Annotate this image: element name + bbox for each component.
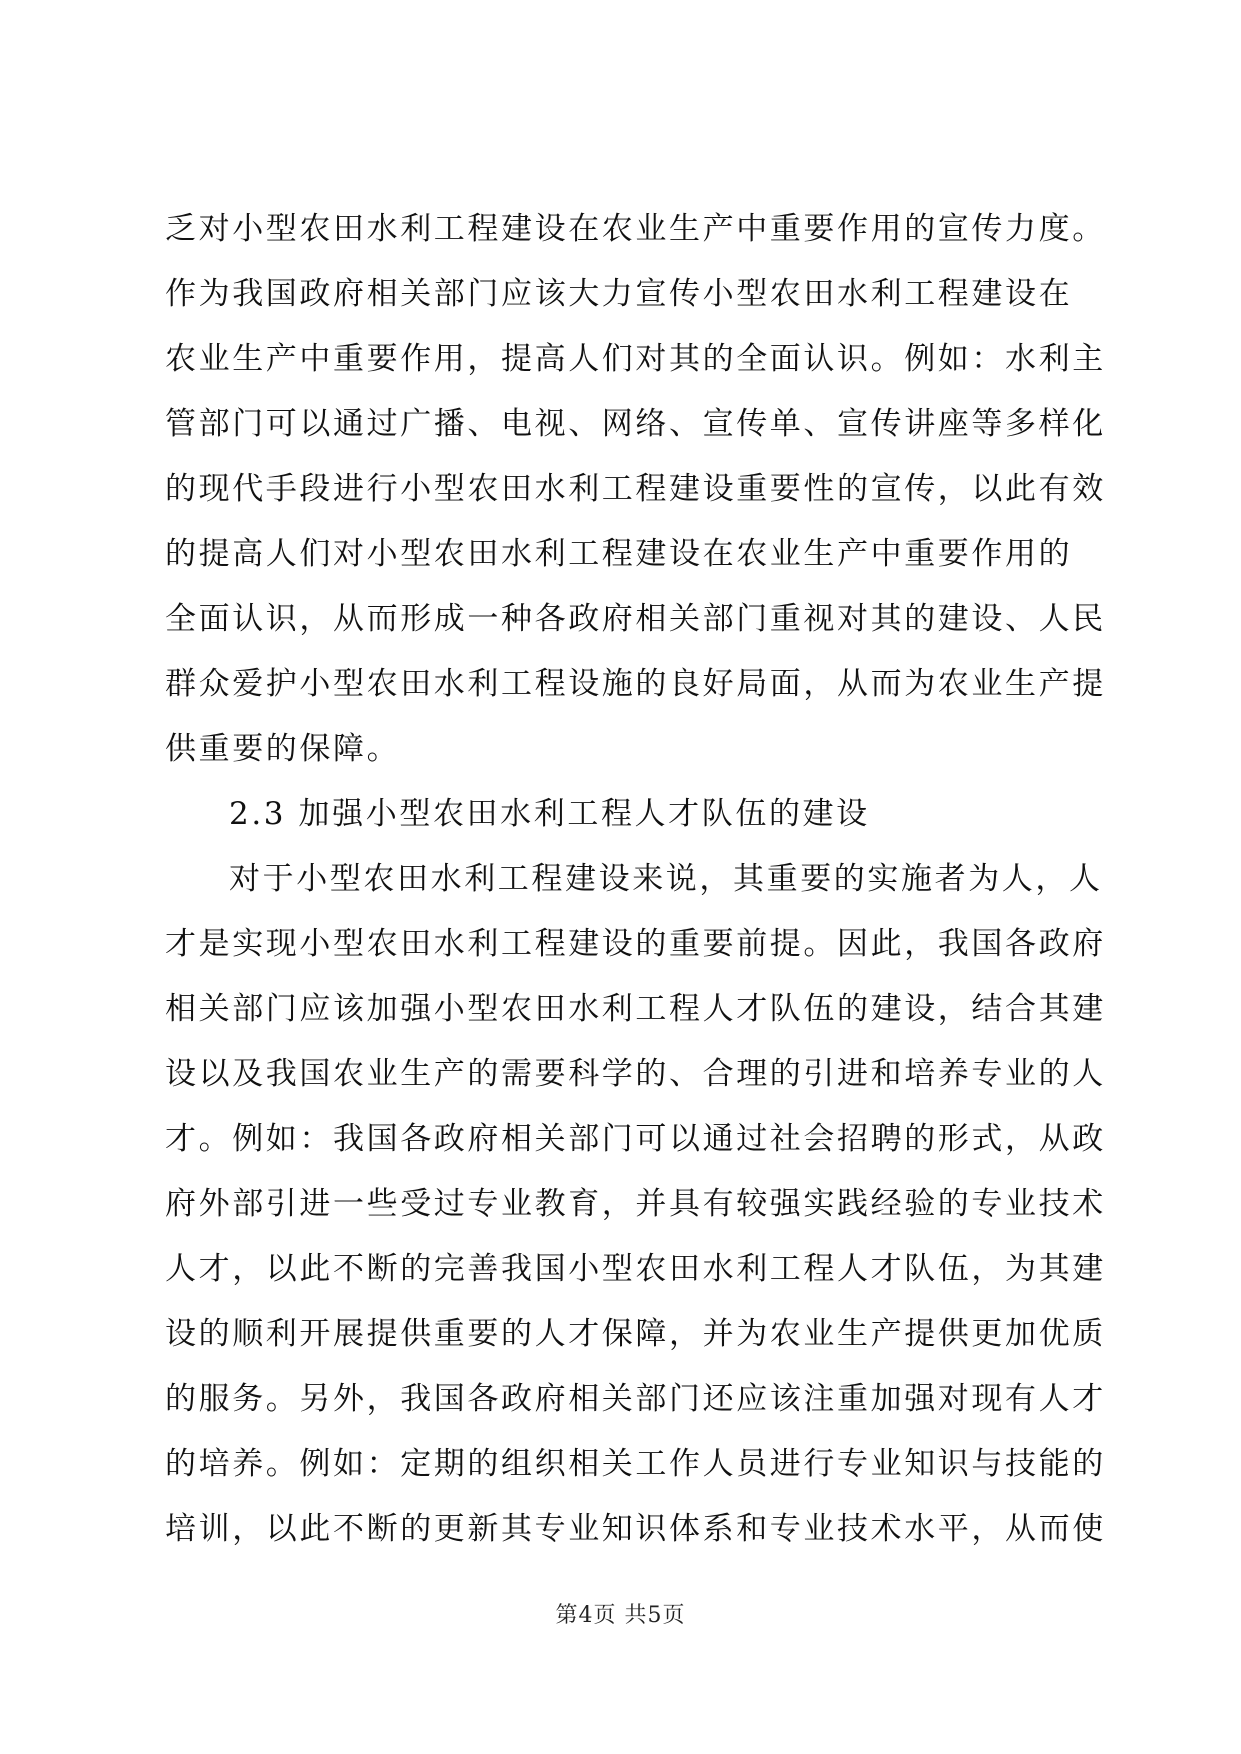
paragraph-line: 才。例如：我国各政府相关部门可以通过社会招聘的形式，从政 xyxy=(165,1121,1106,1157)
paragraph-line: 才是实现小型农田水利工程建设的重要前提。因此，我国各政府 xyxy=(165,926,1106,962)
paragraph-line: 全面认识，从而形成一种各政府相关部门重视对其的建设、人民 xyxy=(165,601,1106,637)
body-paragraph-section xyxy=(165,847,1106,1562)
paragraph-line: 相关部门应该加强小型农田水利工程人才队伍的建设，结合其建 xyxy=(165,991,1106,1027)
paragraph-line: 的培养。例如：定期的组织相关工作人员进行专业知识与技能的 xyxy=(165,1446,1106,1482)
body-paragraph-continuation xyxy=(165,197,1106,782)
paragraph-line: 设的顺利开展提供重要的人才保障，并为农业生产提供更加优质 xyxy=(165,1316,1106,1352)
paragraph-line: 乏对小型农田水利工程建设在农业生产中重要作用的宣传力度。 xyxy=(165,211,1106,247)
paragraph-line: 群众爱护小型农田水利工程设施的良好局面，从而为农业生产提 xyxy=(165,666,1106,702)
paragraph-line: 对于小型农田水利工程建设来说，其重要的实施者为人，人 xyxy=(229,861,1103,897)
paragraph-line: 设以及我国农业生产的需要科学的、合理的引进和培养专业的人 xyxy=(165,1056,1106,1092)
paragraph-line: 作为我国政府相关部门应该大力宣传小型农田水利工程建设在 xyxy=(165,276,1073,312)
section-heading-block xyxy=(165,782,1080,847)
paragraph-line: 培训，以此不断的更新其专业知识体系和专业技术水平，从而使 xyxy=(165,1511,1106,1547)
paragraph-line: 的现代手段进行小型农田水利工程建设重要性的宣传，以此有效 xyxy=(165,471,1106,507)
paragraph-line: 的服务。另外，我国各政府相关部门还应该注重加强对现有人才 xyxy=(165,1381,1106,1417)
section-heading: 2.3 加强小型农田水利工程人才队伍的建设 xyxy=(229,796,870,832)
paragraph-line: 的提高人们对小型农田水利工程建设在农业生产中重要作用的 xyxy=(165,536,1073,572)
page-footer: 第4页 共5页 xyxy=(555,1603,686,1628)
paragraph-line: 供重要的保障。 xyxy=(165,731,401,767)
paragraph-line: 府外部引进一些受过专业教育，并具有较强实践经验的专业技术 xyxy=(165,1186,1106,1222)
paragraph-line: 农业生产中重要作用，提高人们对其的全面认识。例如：水利主 xyxy=(165,341,1106,377)
paragraph-line: 人才，以此不断的完善我国小型农田水利工程人才队伍，为其建 xyxy=(165,1251,1106,1287)
paragraph-line: 管部门可以通过广播、电视、网络、宣传单、宣传讲座等多样化 xyxy=(165,406,1106,442)
